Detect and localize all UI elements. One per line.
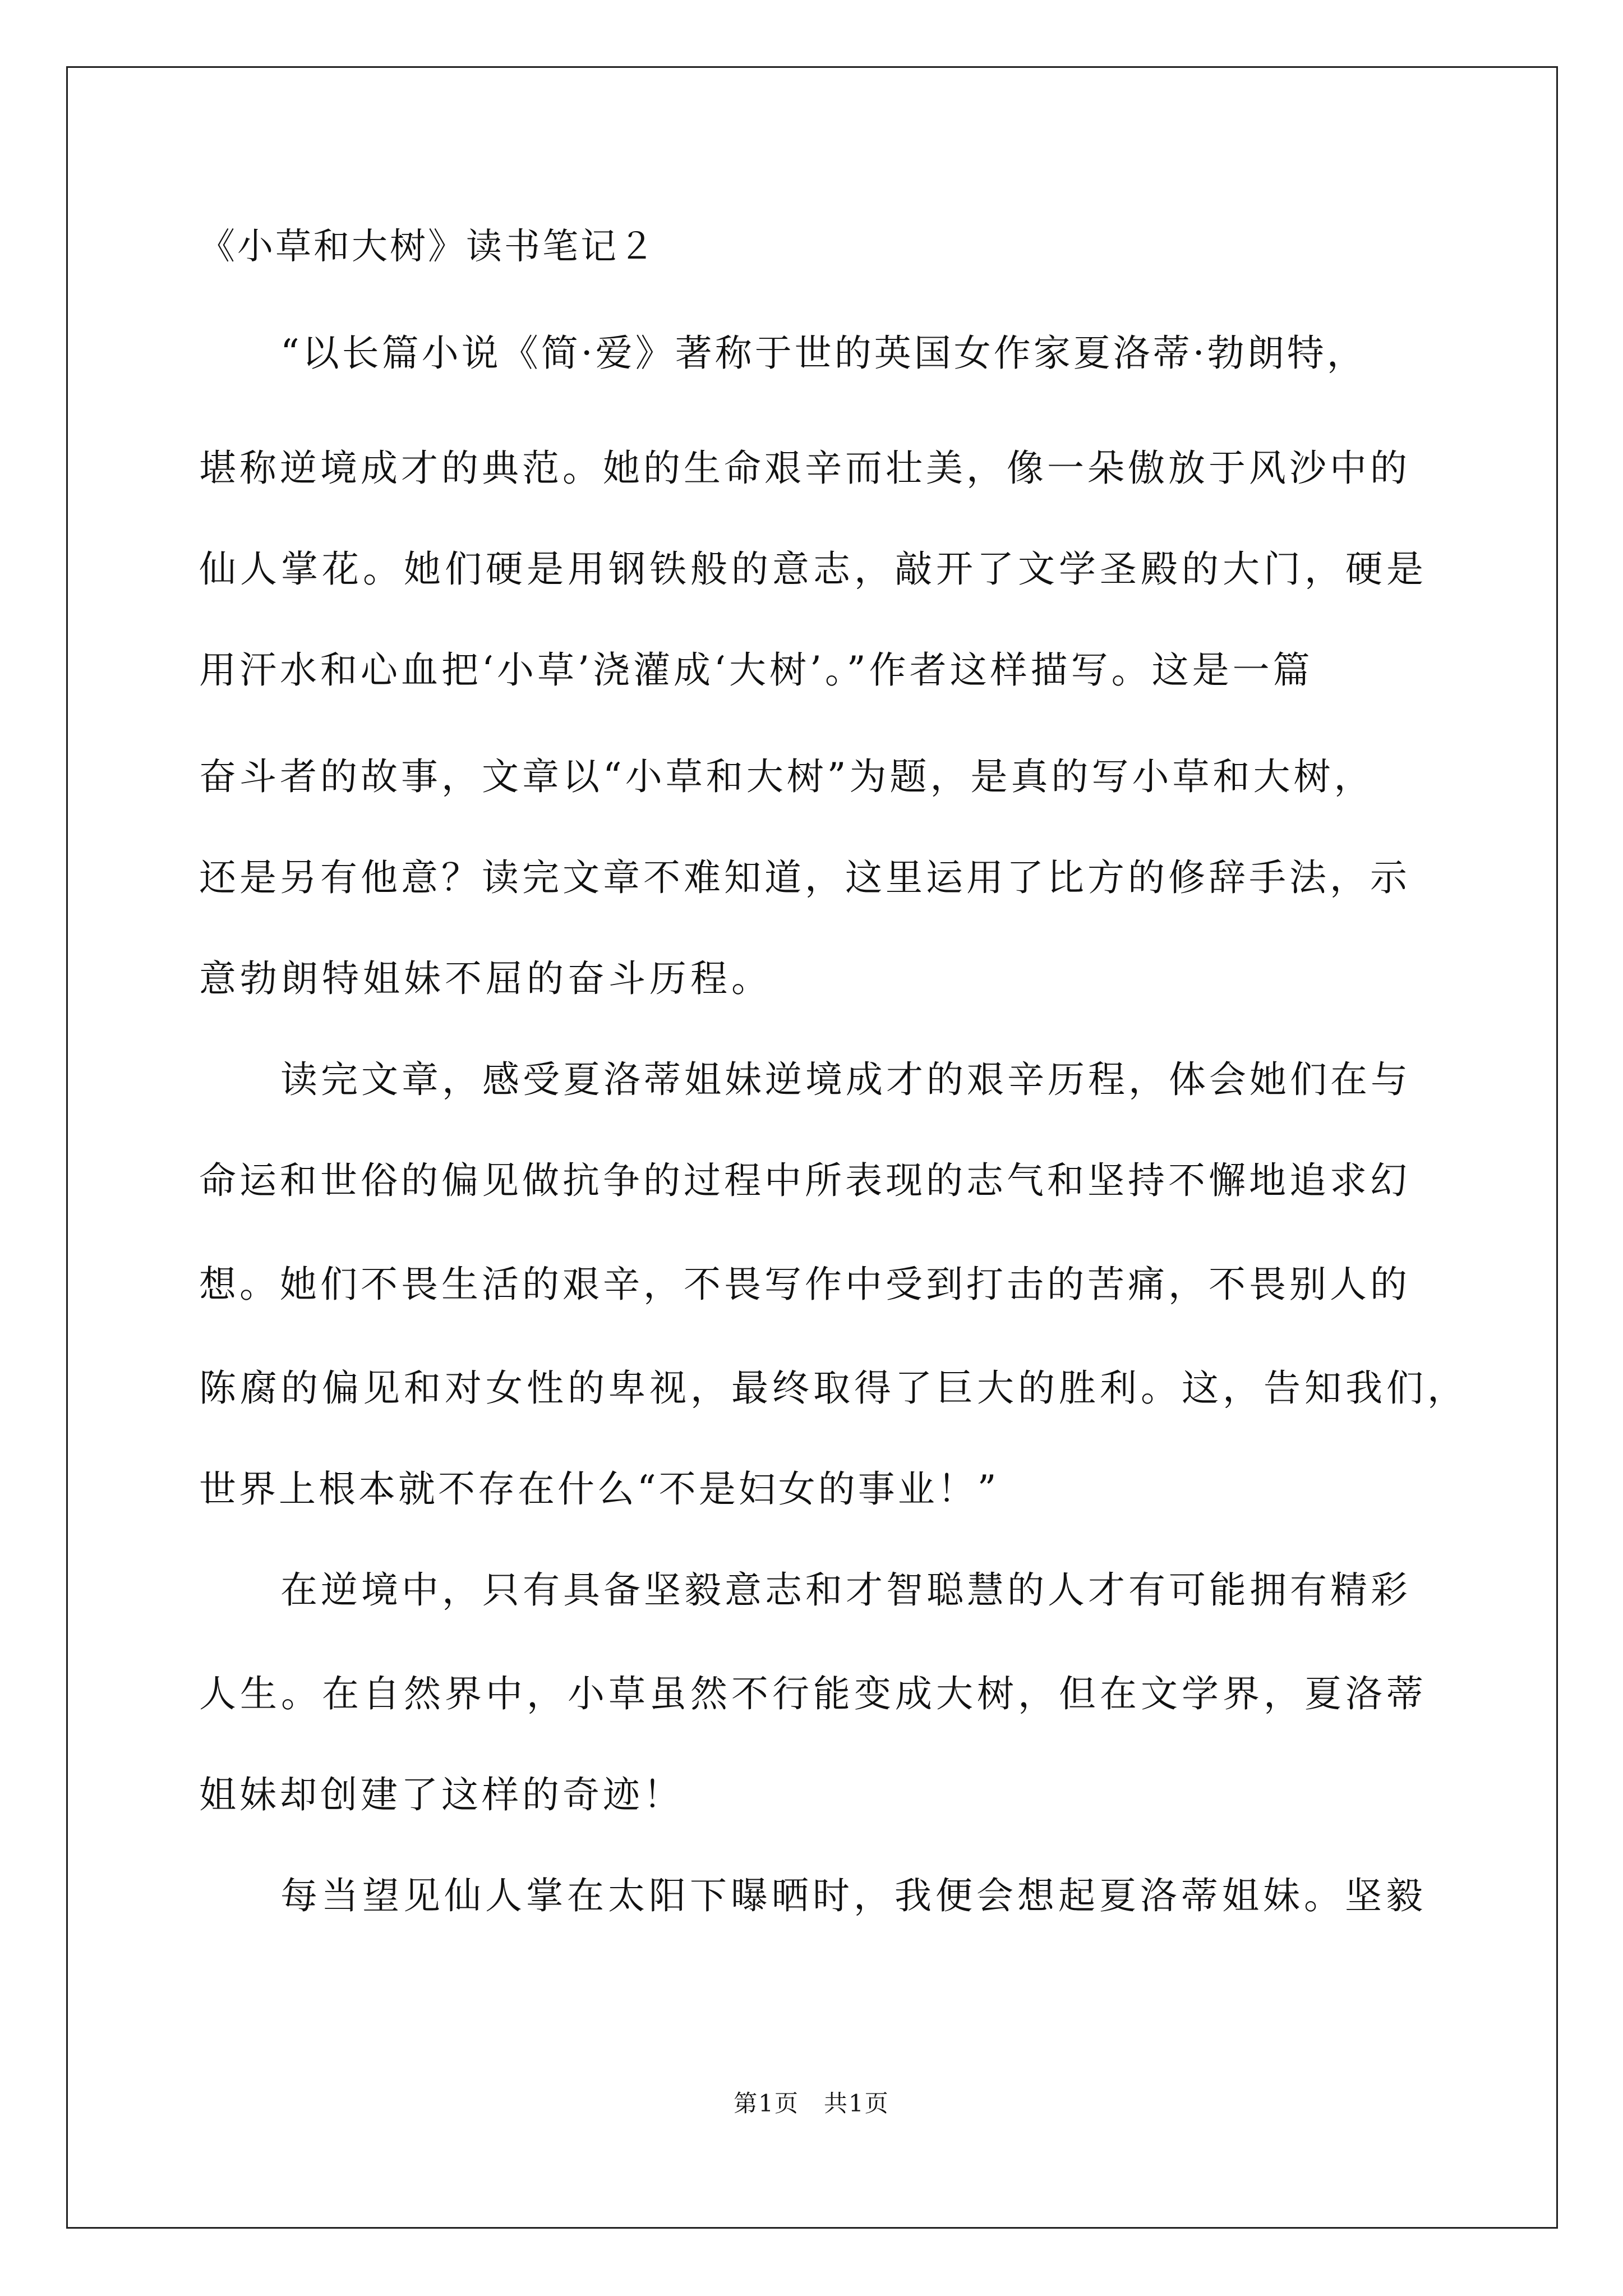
paragraph-1-line-3: 仙人掌花。她们硬是用钢铁般的意志，敲开了文学圣殿的大门，硬是 xyxy=(199,547,1427,591)
paragraph-1-line-1: “以长篇小说《简·爱》著称于世的英国女作家夏洛蒂·勃朗特， xyxy=(280,332,1367,375)
paragraph-4-line-1: 每当望见仙人掌在太阳下曝晒时，我便会想起夏洛蒂姐妹。坚毅 xyxy=(280,1874,1427,1917)
paragraph-1-line-7: 意勃朗特姐妹不屈的奋斗历程。 xyxy=(199,957,772,1000)
paragraph-2-line-2: 命运和世俗的偏见做抗争的过程中所表现的志气和坚持不懈地追求幻 xyxy=(199,1159,1410,1202)
document-title: 《小草和大树》读书笔记２ xyxy=(199,226,657,268)
paragraph-1-line-6: 还是另有他意？读完文章不难知道，这里运用了比方的修辞手法，示 xyxy=(199,856,1410,899)
paragraph-2-line-4: 陈腐的偏见和对女性的卑视，最终取得了巨大的胜利。这，告知我们， xyxy=(199,1366,1468,1410)
paragraph-2-line-3: 想。她们不畏生活的艰辛，不畏写作中受到打击的苦痛，不畏别人的 xyxy=(199,1263,1410,1306)
paragraph-1-line-4: 用汗水和心血把‘小草’浇灌成‘大树’。”作者这样描写。这是一篇 xyxy=(199,648,1313,692)
paragraph-2-line-1: 读完文章，感受夏洛蒂姐妹逆境成才的艰辛历程，体会她们在与 xyxy=(280,1058,1411,1101)
paragraph-3-line-2: 人生。在自然界中，小草虽然不行能变成大树，但在文学界，夏洛蒂 xyxy=(199,1672,1427,1715)
paragraph-3-line-3: 姐妹却创建了这样的奇迹！ xyxy=(199,1773,684,1816)
paragraph-1-line-2: 堪称逆境成才的典范。她的生命艰辛而壮美，像一朵傲放于风沙中的 xyxy=(199,447,1410,490)
paragraph-3-line-1: 在逆境中，只有具备坚毅意志和才智聪慧的人才有可能拥有精彩 xyxy=(280,1568,1411,1612)
paragraph-2-line-5: 世界上根本就不存在什么“不是妇女的事业！” xyxy=(199,1467,999,1511)
paragraph-1-line-5: 奋斗者的故事，文章以“小草和大树”为题，是真的写小草和大树， xyxy=(199,755,1375,798)
page-number: 第1页 共1页 xyxy=(734,2090,889,2117)
